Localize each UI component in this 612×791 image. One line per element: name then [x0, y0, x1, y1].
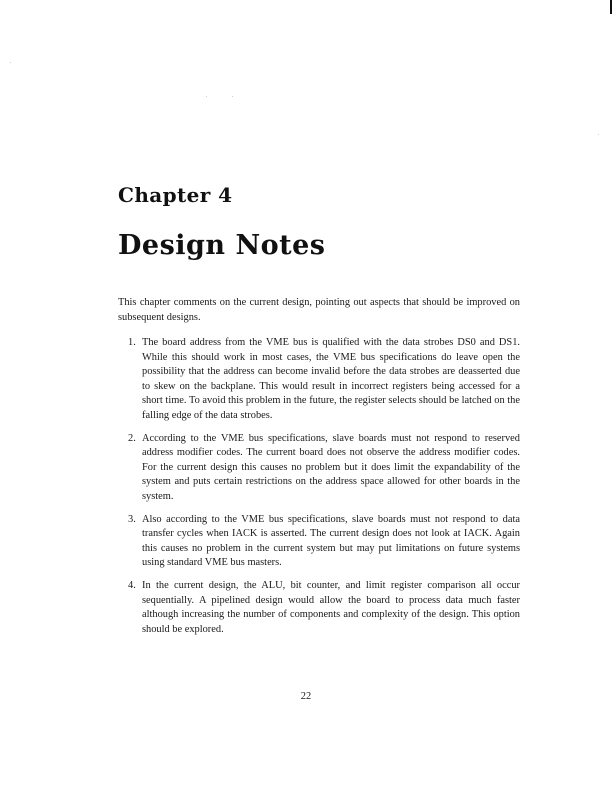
list-item-number: 4. [128, 579, 136, 591]
list-item-number: 2. [128, 432, 136, 444]
page-number: 22 [300, 691, 312, 702]
list-item [118, 579, 520, 637]
scan-speck [10, 62, 11, 63]
design-notes-list [118, 336, 520, 645]
list-item [118, 513, 520, 571]
list-item [118, 336, 520, 424]
list-item-number: 3. [128, 513, 136, 525]
list-item-text: In the current design, the ALU, bit counter, and limit register comparison all occur sequentially. A pipelined design would allow the board to process data much faster although increasing the number of components and complexity of the design. This option should be explored. [142, 579, 520, 635]
scan-speck [206, 96, 207, 97]
list-item-number: 1. [128, 337, 136, 348]
list-item-text: The board address from the VME bus is qualified with the data strobes DS0 and DS1. While this should work in most cases, the VME bus specifications do leave open the possibility that the address can become invalid before the data strobes are deasserted due to skew on the backplane. This would result in incorrect registers being accessed for a short time. To avoid this problem in the future, the register selects should be latched on the falling edge of the data strobes. [142, 337, 520, 421]
scan-speck [232, 96, 233, 97]
chapter-label: Chapter 4 [118, 183, 233, 207]
list-item [118, 432, 520, 505]
scan-speck [598, 134, 599, 135]
list-item-text: According to the VME bus specifications, slave boards must not respond to reserved address modifier codes. The current board does not observe the address modifier codes. For the current design this causes no problem but it does limit the expandability of the system and puts certain restrictions on the address space allowed for other boards in the system. [142, 432, 520, 502]
chapter-title: Design Notes [118, 230, 326, 261]
intro-paragraph: This chapter comments on the current design, pointing out aspects that should be improved on subsequent designs. [118, 297, 520, 323]
list-item-text: Also according to the VME bus specifications, slave boards must not respond to data transfer cycles when IACK is asserted. The current design does not look at IACK. Again this causes no problem in the current system but may put limitations on future systems using standard VME bus masters. [142, 513, 520, 569]
